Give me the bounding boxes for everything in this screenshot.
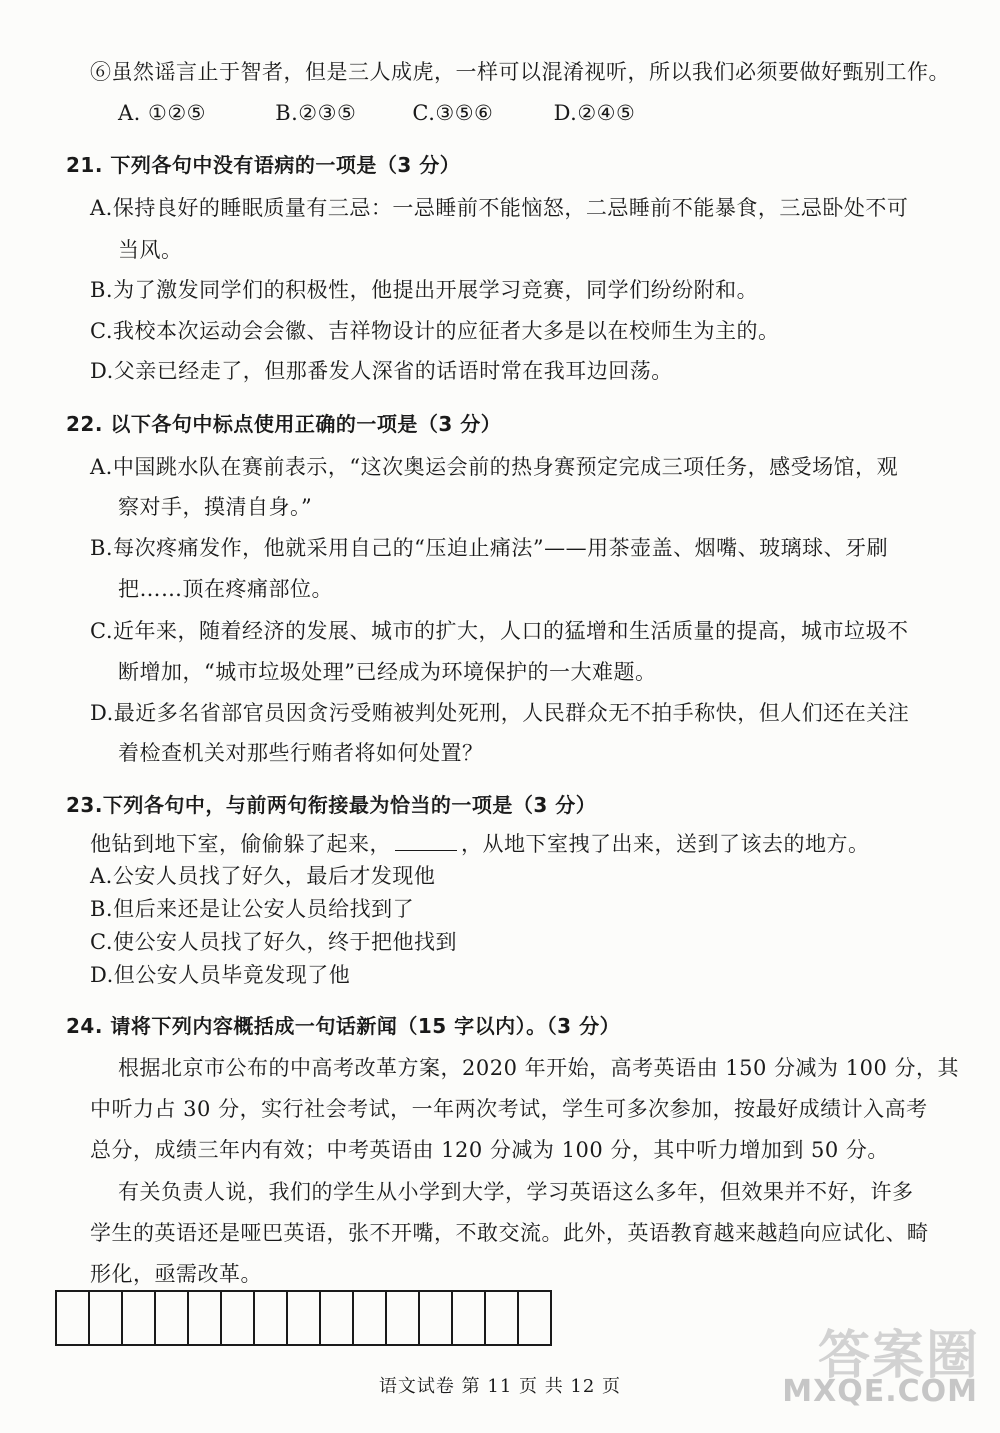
q24-paragraph-1-line-1: 根据北京市公布的中高考改革方案，2020 年开始，高考英语由 150 分减为 100 分，其: [118, 1056, 959, 1080]
q22-option-d[interactable]: D.最近多名省部官员因贪污受贿被判处死刑，人民群众无不拍手称快，但人们还在关注: [90, 701, 910, 725]
q21-option-a[interactable]: A.保持良好的睡眠质量有三忌：一忌睡前不能恼怒，二忌睡前不能暴食，三忌卧处不可: [90, 196, 909, 220]
watermark-logo: [782, 1305, 986, 1415]
q22-option-c[interactable]: C.近年来，随着经济的发展、城市的扩大，人口的猛增和生活质量的提高，城市垃圾不: [90, 619, 909, 643]
q24-paragraph-1-line-2: 中听力占 30 分，实行社会考试，一年两次考试，学生可多次参加，按最好成绩计入高考: [90, 1097, 928, 1121]
q21-option-b[interactable]: B.为了激发同学们的积极性，他提出开展学习竞赛，同学们纷纷附和。: [90, 278, 759, 302]
q22-option-a[interactable]: A.中国跳水队在赛前表示，“这次奥运会前的热身赛预定完成三项任务，感受场馆，观: [90, 455, 899, 479]
q21-option-a-cont: 当风。: [118, 238, 183, 262]
q23-blank[interactable]: [395, 836, 457, 851]
q21-option-c[interactable]: C.我校本次运动会会徽、吉祥物设计的应征者大多是以在校师生为主的。: [90, 319, 780, 343]
watermark-top-text: 答案圈: [817, 1326, 980, 1386]
q22-option-b[interactable]: B.每次疼痛发作，他就采用自己的“压迫止痛法”——用茶壶盖、烟嘴、玻璃球、牙刷: [90, 536, 889, 560]
q22-option-b-cont: 把……顶在疼痛部位。: [118, 577, 333, 601]
answer-cell[interactable]: [420, 1292, 453, 1344]
q23-option-a[interactable]: A.公安人员找了好久，最后才发现他: [90, 864, 436, 888]
prev-question-options: [118, 103, 635, 124]
statement-6: ⑥虽然谣言止于智者，但是三人成虎，一样可以混淆视听，所以我们必须要做好甄别工作。: [90, 60, 950, 84]
q23-stem: [90, 834, 870, 855]
question-22-title: 22. 以下各句中标点使用正确的一项是（3 分）: [66, 412, 502, 436]
q22-option-c-cont: 断增加，“城市垃圾处理”已经成为环境保护的一大难题。: [118, 660, 657, 684]
option-b[interactable]: B.②③⑤: [275, 101, 357, 125]
option-a[interactable]: A. ①②⑤: [118, 101, 206, 125]
answer-cell[interactable]: [57, 1292, 90, 1344]
q23-option-c[interactable]: C.使公安人员找了好久，终于把他找到: [90, 930, 457, 954]
answer-cell[interactable]: [321, 1292, 354, 1344]
answer-cell[interactable]: [387, 1292, 420, 1344]
answer-cell[interactable]: [189, 1292, 222, 1344]
q24-paragraph-2-line-3: 形化，亟需改革。: [90, 1262, 262, 1286]
question-23-title: 23.下列各句中，与前两句衔接最为恰当的一项是（3 分）: [66, 793, 597, 817]
answer-cell[interactable]: [222, 1292, 255, 1344]
answer-cell[interactable]: [156, 1292, 189, 1344]
answer-cell[interactable]: [486, 1292, 519, 1344]
option-d[interactable]: D.②④⑤: [553, 101, 636, 125]
answer-grid[interactable]: [55, 1290, 552, 1346]
q23-stem-before: 他钻到地下室，偷偷躲了起来，: [90, 832, 391, 856]
answer-cell[interactable]: [519, 1292, 552, 1344]
page-footer: 语文试卷 第 11 页 共 12 页: [378, 1376, 622, 1397]
question-21-title: 21. 下列各句中没有语病的一项是（3 分）: [66, 153, 461, 177]
q23-option-d[interactable]: D.但公安人员毕竟发现了他: [90, 963, 351, 987]
answer-cell[interactable]: [255, 1292, 288, 1344]
watermark-bottom-text: MXQE.COM: [782, 1374, 978, 1409]
q22-option-a-cont: 察对手，摸清自身。”: [118, 495, 313, 519]
option-c[interactable]: C.③⑤⑥: [412, 101, 494, 125]
answer-cell[interactable]: [453, 1292, 486, 1344]
q24-paragraph-2-line-2: 学生的英语还是哑巴英语，张不开嘴，不敢交流。此外，英语教育越来越趋向应试化、畸: [90, 1221, 929, 1245]
q24-paragraph-1-line-3: 总分，成绩三年内有效；中考英语由 120 分减为 100 分，其中听力增加到 50 分。: [90, 1138, 889, 1162]
q23-stem-after: ，从地下室拽了出来，送到了该去的地方。: [461, 832, 870, 856]
answer-cell[interactable]: [354, 1292, 387, 1344]
q22-option-d-cont: 着检查机关对那些行贿者将如何处置？: [118, 741, 484, 765]
answer-cell[interactable]: [90, 1292, 123, 1344]
answer-cell[interactable]: [288, 1292, 321, 1344]
question-24-title: 24. 请将下列内容概括成一句话新闻（15 字以内）。（3 分）: [66, 1014, 621, 1038]
answer-cell[interactable]: [123, 1292, 156, 1344]
q23-option-b[interactable]: B.但后来还是让公安人员给找到了: [90, 897, 415, 921]
q24-paragraph-2-line-1: 有关负责人说，我们的学生从小学到大学，学习英语这么多年，但效果并不好，许多: [118, 1180, 914, 1204]
q21-option-d[interactable]: D.父亲已经走了，但那番发人深省的话语时常在我耳边回荡。: [90, 359, 673, 383]
